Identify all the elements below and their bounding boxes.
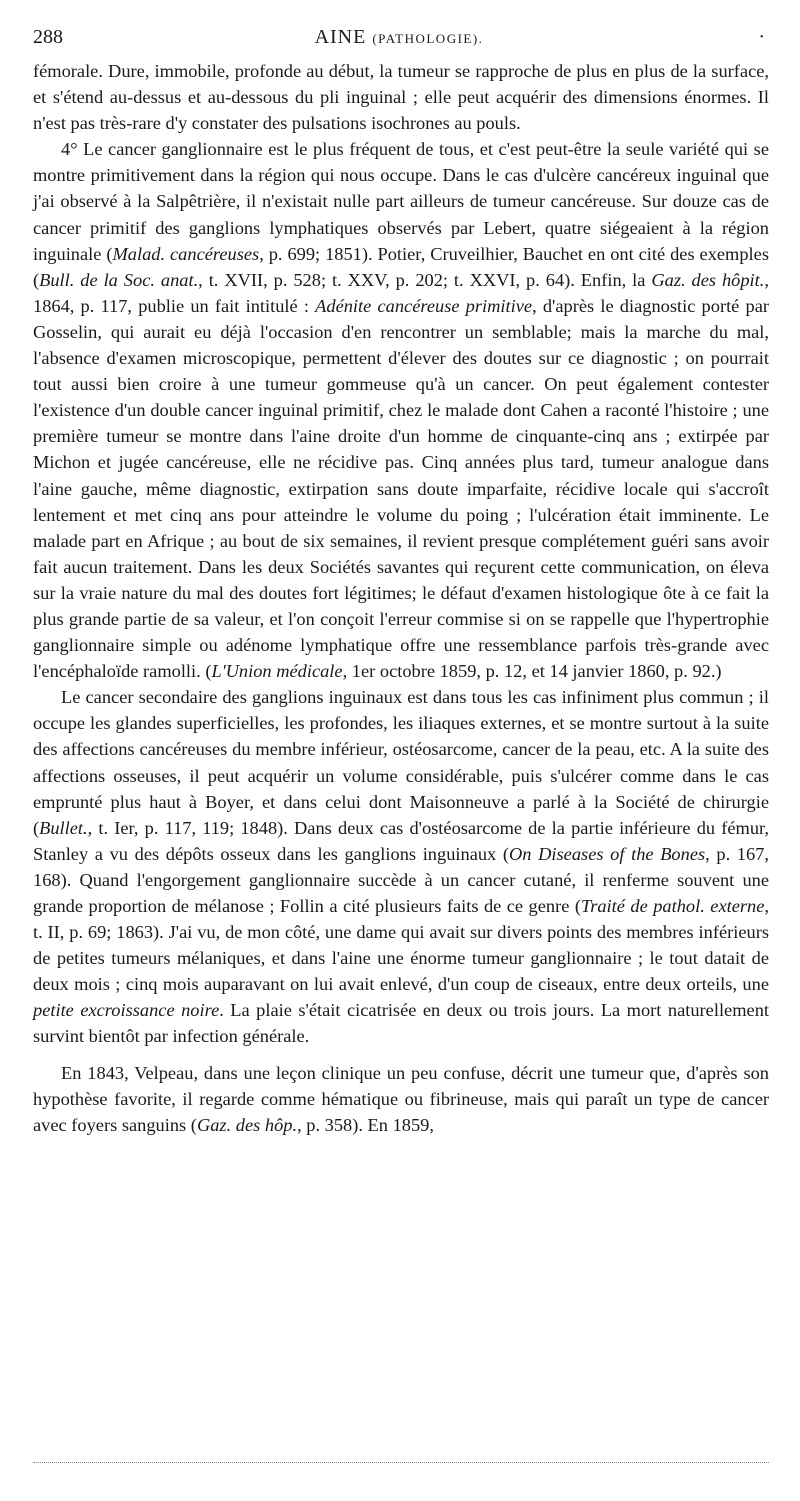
running-title-subtitle: (PATHOLOGIE). — [372, 31, 484, 46]
italic-citation: Gaz. des hôp. — [196, 1114, 298, 1135]
italic-citation: Bullet. — [39, 817, 88, 838]
italic-citation: Malad. cancéreuses — [112, 243, 260, 264]
italic-citation: On Diseases of the Bones — [509, 843, 706, 864]
running-title-main: AINE — [314, 26, 367, 48]
italic-citation: Bull. de la Soc. anat. — [39, 269, 199, 290]
text-run: , p. 699; 1851). Potier, Cruveilhier, Bauchet en ont cité des exemples ( — [33, 243, 769, 290]
italic-citation: Adénite cancéreuse primitive — [315, 295, 533, 316]
text-run: , 1er octobre 1859, p. 12, et 14 janvier 1860, p. 92.) — [342, 661, 722, 682]
body-text — [33, 58, 769, 1138]
italic-citation: Gaz. des hôpit. — [651, 269, 765, 290]
running-title — [33, 26, 765, 49]
running-head — [33, 26, 765, 54]
text-run: Le cancer secondaire des ganglions inguinaux est dans tous les cas infiniment plus commun ; il occupe les glandes superficielles, les profondes, les iliaques externes, et se montre surtout à la suite des affections cancéreuses du membre inférieur, ostéosarcome, cancer de la peau, etc. A la suite des affections osseuses, il peut acquérir un volume considérable, puis s'ulcérer comme dans le cas emprunté plus haut à Boyer, et dans celui dont Maisonneuve a parlé à la Société de chirurgie ( — [33, 687, 769, 838]
text-run: , p. 358). En 1859, — [297, 1114, 434, 1135]
paragraph — [33, 136, 769, 684]
text-run: 4° Le cancer ganglionnaire est le plus fréquent de tous, et c'est peut-être la seule variété qui se montre primitivement dans la région qui nous occupe. Dans le cas d'ulcère cancéreux inguinal que j'ai observé à la Salpêtrière, il n'existait nulle part ailleurs de tumeur cancéreuse. Sur douze cas de cancer primitif des ganglions lymphatiques observés par Lebert, quatre siégeaient à la région inguinale ( — [33, 139, 769, 264]
page-number: 288 — [33, 26, 63, 48]
text-run: , t. XVII, p. 528; t. XXV, p. 202; t. XXVI, p. 64). Enfin, la — [198, 269, 652, 290]
italic-citation: petite excroissance noire — [33, 1000, 220, 1021]
text-run: , t. II, p. 69; 1863). J'ai vu, de mon côté, une dame qui avait sur divers points des membres inférieurs de petites tumeurs mélaniques, et dans l'aine une énorme tumeur ganglionnaire ; le tout datait de deux mois ; cinq mois auparavant on lui avait enlevé, d'un coup de ciseaux, entre deux orteils, une — [33, 896, 769, 995]
text-run: . La plaie s'était cicatrisée en deux ou trois jours. La mort naturellement survint bientôt par infection générale. — [33, 1000, 769, 1047]
italic-citation: Traité de pathol. externe — [580, 896, 765, 916]
running-head-mark: · — [758, 26, 765, 48]
paragraph — [33, 684, 769, 1049]
text-run: fémorale. Dure, immobile, profonde au début, la tumeur se rapproche de plus en plus de la surface, et s'étend au-dessus et au-dessous du pli inguinal ; elle peut acquérir des dimensions énormes. Il n'est pas très-rare d'y constater des pulsations isochrones au pouls. — [33, 61, 769, 134]
italic-citation: L'Union médicale — [211, 661, 343, 682]
text-run: , d'après le diagnostic porté par Gosselin, qui aurait eu déjà l'occasion d'en rencontrer un semblable; mais la marche du mal, l'absence d'examen microscopique, permettent d'élever des doutes sur ce diagnostic ; on pourrait tout aussi bien croire à une tumeur gommeuse qu'à un cancer. On peut également contester l'existence d'un double cancer inguinal primitif, chez le malade dont Cahen a raconté l'histoire ; une première tumeur se montre dans l'aine droite d'un homme de cinquante-cinq ans ; extirpée par Michon et jugée cancéreuse, elle ne récidive pas. Cinq années plus tard, tumeur analogue dans l'aine gauche, même diagnostic, extirpation sans doute imparfaite, récidive locale qui s'accroît lentement et met cinq ans pour atteindre le volume du poing ; l'ulcération était imminente. Le malade part en Afrique ; au bout de six semaines, il revient presque complétement guéri sans avoir fait aucun traitement. Dans les deux Sociétés savantes qui reçurent cette communication, on éleva sur la vraie nature du mal des doutes fort légitimes; le défaut d'examen histologique ôte à ce fait la plus grande partie de sa valeur, et l'on conçoit l'erreur commise si on se rappelle que l'hypertrophie ganglionnaire simple ou adénome lymphatique offre une ressemblance parfois très-grande avec l'encéphaloïde ramolli. ( — [33, 295, 770, 682]
text-run: , t. Ier, p. 117, 119; 1848). Dans deux cas d'ostéosarcome de la partie inférieure du fémur, Stanley a vu des dépôts osseux dans les ganglions inguinaux ( — [33, 817, 769, 864]
paragraph — [33, 58, 769, 136]
paragraph — [33, 1060, 769, 1138]
footer-rule — [33, 1462, 769, 1463]
text-run: , 1864, p. 117, publie un fait intitulé : — [33, 269, 769, 316]
text-run: En 1843, Velpeau, dans une leçon clinique un peu confuse, décrit une tumeur que, d'après son hypothèse favorite, il regarde comme hématique ou fibrineuse, mais qui paraît un type de cancer avec foyers sanguins ( — [33, 1062, 769, 1135]
text-run: , p. 167, 168). Quand l'engorgement ganglionnaire succède à un cancer cutané, il renferme souvent une grande proportion de mélanose ; Follin a cité plusieurs faits de ce genre ( — [33, 843, 769, 916]
